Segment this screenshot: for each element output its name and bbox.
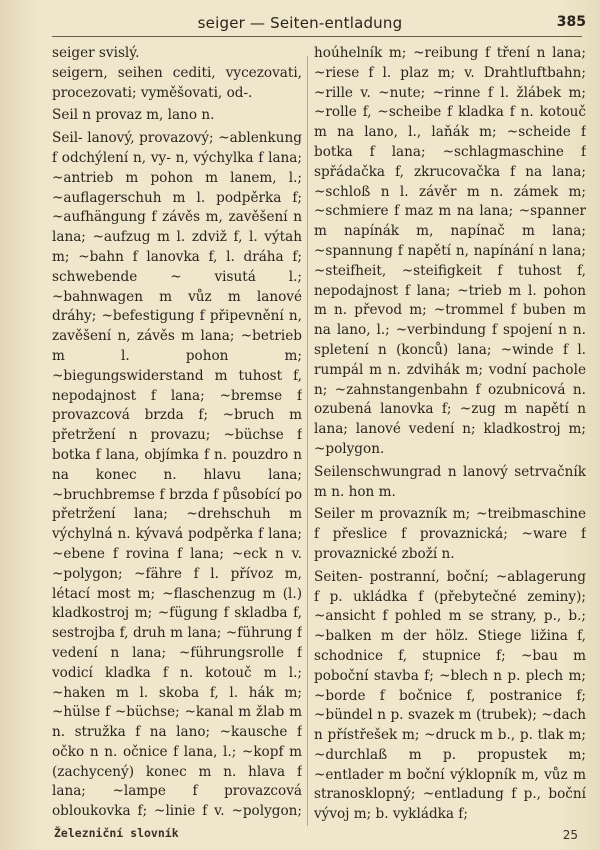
- entry-seigern: seigern, seihen cediti, vycezovati, procezovati; vyměšovati, od-.: [52, 64, 302, 101]
- footer-signature: Železniční slovník: [54, 826, 179, 840]
- entry-seiger: seiger svislý.: [52, 45, 140, 61]
- entry-seil-compounds: Seil- lanový, provazový; ~ablenkung f odchýlení n, vy- n, výchylka f lana; ~antrieb m pohon m lanem, l.; ~auflagerschuh m l. podpěrka f; ~aufhängung f závěs m, zavěšení n lana; ~aufzug m l. zdviž f, l. výtah m; ~bahn f lanovka f, l. dráha f; schwebende ~ visutá l.; ~bahnwagen m vůz m lanové dráhy; ~befestigung f připevnění n, zavěšení n, závěs m lana; ~betrieb m l. pohon m; ~biegungswiderstand m tuhost f, nepodajnost f lana; ~bremse f provazcová brzda f; ~bruch m přetržení n provazu; ~büchse f botka f lana, objímka f n. pouzdro n na konec n. hlavu lana; ~bruchbremse f brzda f působící po přetržení lana; ~drehschuh m výchylná n. kývavá podpěrka f lana; ~ebene f rovina f lana; ~eck n v. ~polygon; ~fähre f l. přívoz m, létací most m; ~flaschenzug m (l.) kladkostroj m; ~fügung f skladba f, sestrojba f, druh m lana; ~führung f vedení n lana; ~führungsrolle f vodicí kladka f n. kotouč m l.; ~haken m l. skoba f, l. hák m; ~hülse f ~büchse; ~kanal m žlab m n. stružka f na lano; ~kausche f očko n n. očnice f lana, l.; ~kopf m (zachycený) konec m n. hlava f lana; ~lampe f provazcová obloukovka f; ~linie f v. ~polygon;: [52, 130, 302, 820]
- entry-seiten: Seiten- postranní, boční; ~ablagerung f p. ukládka f (přebytečné zeminy); ~ansicht f pohled m se strany, p., b.; ~balken m der hölz. Stiege ližina f, schodnice f, stupnice f; ~bau m poboční stavba f; ~blech n p. plech m; ~borde f bočnice f, postranice f; ~bündel n p. svazek m (trubek); ~dach n přístřešek m; ~druck m b., p. tlak m; ~durchlaß m p. propustek m; ~entlader m boční výklopník m, vůz m stranosklopný; ~entladung f p., boční vývoj m; b. vykládka f;: [314, 568, 586, 823]
- entry-seiler: Seiler m provazník m; ~treibmaschine f přeslice f provaznická; ~ware f provaznické zboží n.: [314, 506, 586, 562]
- page-number: 385: [556, 14, 586, 30]
- entry-seilenschwungrad: Seilenschwungrad n lanový setrvačník m n. hon m.: [314, 463, 586, 500]
- footer-sheet-number: 25: [562, 828, 578, 842]
- entry-seil-compounds-cont: hoúhelník m; ~reibung f tření n lana; ~riese f l. plaz m; v. Drahtluftbahn; ~rille v. ~nute; ~rinne f l. žlábek m; ~rolle f, ~scheibe f kladka f n. kotouč m na lano, l., laňák m; ~scheide f botka f lana; ~schlagmaschine f spřádačka f, zkrucovačka f na lana; ~schloß n l. závěr m n. zámek m; ~schmiere f maz m na lana; ~spanner m napínák m, napínač m lana; ~spannung f napětí n, napínání n lana; ~steifheit, ~steifigkeit f tuhost f, nepodajnost f lana; ~trieb m l. pohon m n. převod m; ~trommel f buben m na lano, l.; ~verbindung f spojení n n. spletení n (konců) lana; ~winde f l. rumpál m n. zdvihák m; vodní pachole n; ~zahnstangenbahn f ozubnicová n. ozubená lanovka f; ~zug m napětí n lana; lanové vedení n; kladkostroj m; ~polygon.: [314, 45, 586, 457]
- page-header: [0, 10, 600, 36]
- right-column: [314, 44, 586, 824]
- running-head: seiger — Seiten-entladung: [197, 14, 403, 32]
- header-rule: [52, 36, 582, 37]
- column-separator: [307, 56, 308, 826]
- left-column: [52, 44, 302, 824]
- entry-seil: Seil n provaz m, lano n.: [52, 107, 215, 124]
